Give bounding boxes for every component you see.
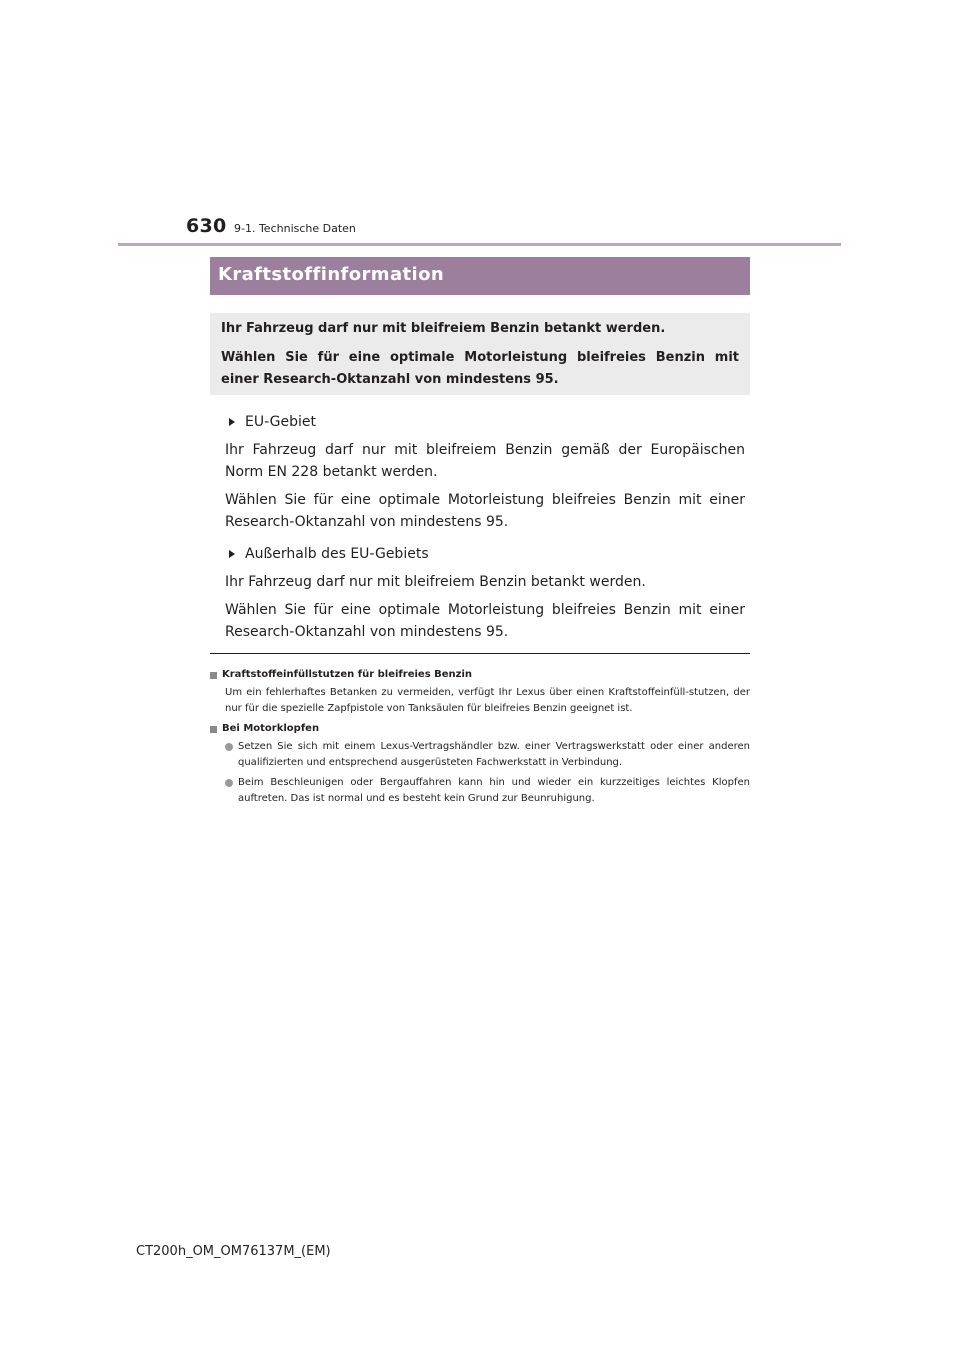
summary-line-1: Ihr Fahrzeug darf nur mit bleifreiem Benzin betankt werden. [221,321,666,336]
summary-box [210,313,750,395]
triangle-bullet-icon [229,550,235,558]
note-bullet-text: Beim Beschleunigen oder Bergauffahren kann hin und wieder ein kurzzeitiges leichtes Klopfen auftreten. Das ist normal und es besteht kein Grund zur Beunruhigung. [238,777,750,804]
note-heading-label: Kraftstoffeinfüllstutzen für bleifreies Benzin [222,669,473,680]
region-heading-label: Außerhalb des EU-Gebiets [245,546,429,562]
square-bullet-icon [210,672,217,679]
region-heading-non-eu [225,543,745,565]
region-eu-paragraph-2: Wählen Sie für eine optimale Motorleistung bleifreies Benzin mit einer Research-Oktanzahl von mindestens 95. [225,492,745,530]
note-body-filler-neck: Um ein fehlerhaftes Betanken zu vermeiden, verfügt Ihr Lexus über einen Kraftstoffeinfüll-stutzen, der nur für die spezielle Zapfpistole von Tanksäulen für bleifreies Benzin geeignet ist. [225,687,750,714]
notes-divider [210,653,750,654]
section-title-bar [210,257,750,295]
note-heading-engine-knock [210,721,750,737]
square-bullet-icon [210,726,217,733]
section-title: Kraftstoffinformation [218,264,445,285]
note-bullet-text: Setzen Sie sich mit einem Lexus-Vertragshändler bzw. einer Vertragswerkstatt oder einer anderen qualifizierten und entsprechend ausgerüsteten Fachwerkstatt in Verbindung. [238,741,750,768]
note-heading-filler-neck [210,667,750,683]
document-code-footer: CT200h_OM_OM76137M_(EM) [136,1244,331,1259]
region-heading-label: EU-Gebiet [245,414,316,430]
circle-bullet-icon [225,779,233,787]
triangle-bullet-icon [229,418,235,426]
region-eu-paragraph-1: Ihr Fahrzeug darf nur mit bleifreiem Benzin gemäß der Europäischen Norm EN 228 betankt werden. [225,442,745,480]
circle-bullet-icon [225,743,233,751]
region-non-eu-paragraph-2: Wählen Sie für eine optimale Motorleistung bleifreies Benzin mit einer Research-Oktanzahl von mindestens 95. [225,602,745,640]
summary-line-2: Wählen Sie für eine optimale Motorleistung bleifreies Benzin mit einer Research-Oktanzahl von mindestens 95. [221,350,739,387]
region-heading-eu [225,411,745,433]
region-non-eu-paragraph-1: Ihr Fahrzeug darf nur mit bleifreiem Benzin betankt werden. [225,574,646,590]
fuel-regions [225,411,745,649]
notes-section [210,664,750,811]
chapter-title: 9-1. Technische Daten [234,222,356,235]
page-number: 630 [186,215,227,237]
note-heading-label: Bei Motorklopfen [222,723,320,734]
note-bullet-item [225,775,750,807]
header-divider [118,243,841,246]
note-bullet-item [225,739,750,771]
